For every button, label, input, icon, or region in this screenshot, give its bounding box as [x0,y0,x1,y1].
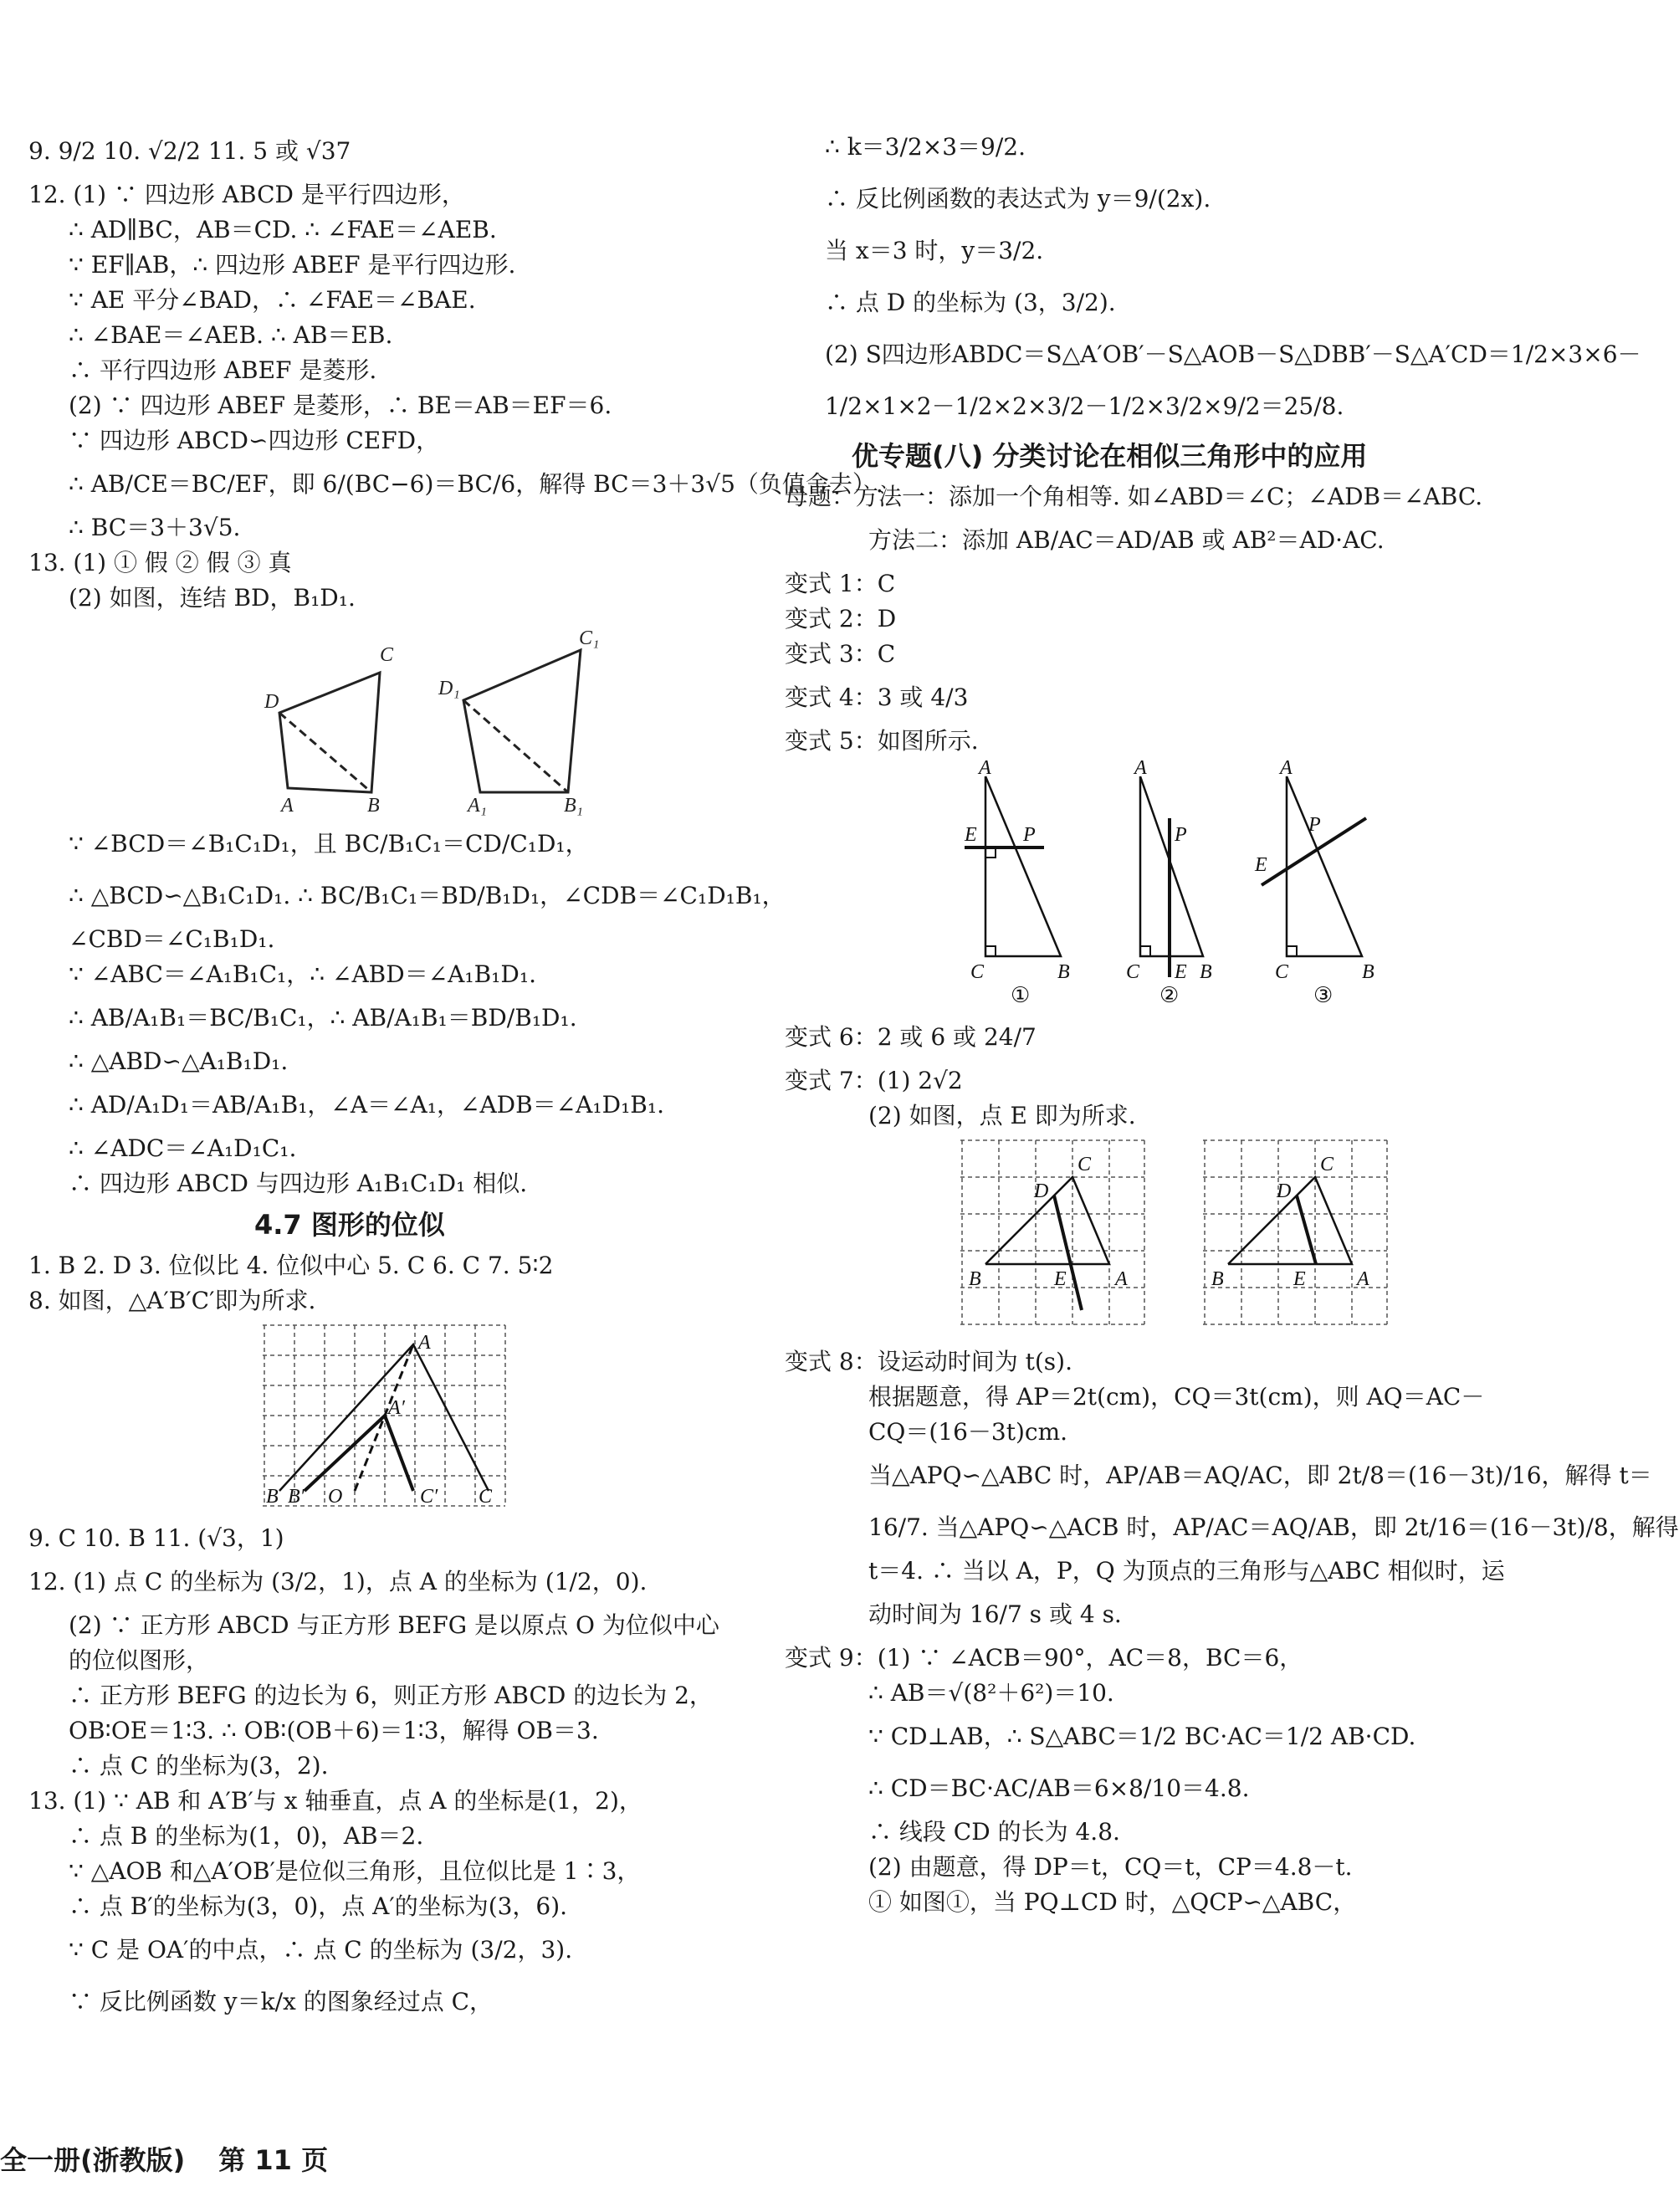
text-line: ∴ 点 B′的坐标为(3，0)，点 A′的坐标为(3，6). [69,1892,568,1920]
tri1-label-a: A [979,757,991,779]
text-line: 变式 7：(1) 2√2 [785,1067,963,1094]
quad-label-a: A [281,795,294,817]
tri3-label-p: P [1308,814,1321,836]
quadrilateral-figure [229,621,698,817]
tri2-label-p: P [1175,824,1187,846]
text-line: 12. (1) 点 C 的坐标为 (3/2，1)，点 A 的坐标为 (1/2，0). [28,1568,648,1595]
text-line: 根据题意，得 AP＝2t(cm)，CQ＝3t(cm)，则 AQ＝AC－ [868,1383,1485,1411]
text-line: ∴ BC＝3＋3√5. [69,514,241,541]
text-line: 13. (1) ① 假 ② 假 ③ 真 [28,549,292,576]
text-line: (2) 由题意，得 DP＝t，CQ＝t，CP＝4.8－t. [868,1853,1353,1881]
quad-label-d: D [264,691,279,713]
g2a-label-e: E [1054,1268,1067,1290]
grid-label-o: O [328,1486,343,1508]
grid-label-b: B [266,1486,279,1508]
text-line: 16/7. 当△APQ∽△ACB 时，AP/AC＝AQ/AB，即 2t/16＝(16－3t)/8，解得 [868,1513,1679,1541]
text-line: ∵ △AOB 和△A′OB′是位似三角形，且位似比是 1∶3， [69,1857,641,1885]
text-line: ∠CBD＝∠C₁B₁D₁. [69,925,275,953]
text-line: 变式 9：(1) ∵ ∠ACB＝90°，AC＝8，BC＝6， [785,1644,1303,1672]
text-line: 方法二：添加 AB/AC＝AD/AB 或 AB²＝AD·AC. [868,526,1385,554]
text-line: ∵ AE 平分∠BAD，∴ ∠FAE＝∠BAE. [69,286,476,314]
text-line: 变式 6：2 或 6 或 24/7 [785,1023,1037,1051]
text-line: ∴ 四边形 ABCD 与四边形 A₁B₁C₁D₁ 相似. [69,1170,528,1197]
book-edition: 全一册(浙教版) [0,2144,186,2176]
g2a-label-b: B [969,1268,981,1290]
page-number: 第 11 页 [218,2144,329,2176]
text-line: 当 x＝3 时，y＝3/2. [825,237,1044,264]
text-line: 变式 2：D [785,605,897,632]
g2a-label-d: D [1034,1180,1049,1202]
text-line: ∴ 点 D 的坐标为 (3，3/2). [825,289,1116,316]
text-line: ∵ 反比例函数 y＝k/x 的图象经过点 C， [69,1988,494,2015]
text-line: (2) 如图，点 E 即为所求. [868,1102,1136,1129]
similar-triangles-grid [263,1324,781,1516]
g2b-label-c: C [1320,1154,1334,1175]
text-line: 13. (1) ∵ AB 和 A′B′与 x 轴垂直，点 A 的坐标是(1，2)， [28,1787,642,1815]
text-line: ∴ △ABD∽△A₁B₁D₁. [69,1047,289,1075]
tri2-label-e: E [1175,961,1187,983]
text-line: 变式 1：C [785,570,896,597]
text-line: 的位似图形， [69,1646,210,1674]
text-line: ∴ CD＝BC·AC/AB＝6×8/10＝4.8. [868,1774,1250,1802]
tri1-label-p: P [1023,824,1036,846]
text-line: ∵ CD⊥AB，∴ S△ABC＝1/2 BC·AC＝1/2 AB·CD. [868,1723,1416,1750]
text-line: (2) 如图，连结 BD，B₁D₁. [69,584,356,612]
text-line: 12. (1) ∵ 四边形 ABCD 是平行四边形， [28,181,465,208]
g2b-label-e: E [1293,1268,1306,1290]
g2b-label-a: A [1357,1268,1369,1290]
fig-caption-3: ③ [1313,983,1333,1008]
text-line: 变式 4：3 或 4/3 [785,684,969,711]
quad-label-d1: D₁ [438,678,460,699]
text-line: ∴ 点 C 的坐标为(3，2). [69,1752,329,1779]
text-line: ∴ AD∥BC，AB＝CD. ∴ ∠FAE＝∠AEB. [69,216,497,243]
text-line: ∵ EF∥AB，∴ 四边形 ABEF 是平行四边形. [69,251,516,279]
text-line: OB∶OE＝1∶3. ∴ OB∶(OB＋6)＝1∶3，解得 OB＝3. [69,1717,599,1744]
text-line: ∴ ∠BAE＝∠AEB. ∴ AB＝EB. [69,321,393,349]
g2a-label-a: A [1115,1268,1128,1290]
grid-point-e-figures [960,1139,1546,1339]
tri1-label-b: B [1057,961,1070,983]
g2b-label-d: D [1277,1180,1292,1202]
text-line: ∵ ∠ABC＝∠A₁B₁C₁，∴ ∠ABD＝∠A₁B₁D₁. [69,960,536,988]
tri3-label-a: A [1280,757,1293,779]
text-line: t＝4. ∴ 当以 A，P，Q 为顶点的三角形与△ABC 相似时，运 [868,1557,1505,1585]
text-line: 1. B 2. D 3. 位似比 4. 位似中心 5. C 6. C 7. 5∶2 [28,1252,554,1279]
text-line: 8. 如图，△A′B′C′即为所求. [28,1287,316,1314]
text-line: (2) ∵ 正方形 ABCD 与正方形 BEFG 是以原点 O 为位似中心 [69,1611,719,1639]
text-line: ∴ AB/CE＝BC/EF，即 6/(BC−6)＝BC/6，解得 BC＝3＋3√5（负值舍去）. [69,470,883,498]
section-title: 4.7 图形的位似 [254,1209,445,1241]
text-line: 1/2×1×2－1/2×2×3/2－1/2×3/2×9/2＝25/8. [825,392,1344,420]
text-line: ∵ 四边形 ABCD∽四边形 CEFD， [69,427,440,454]
right-column [785,121,1679,1920]
text-line: (2) S四边形ABDC＝S△A′OB′－S△AOB－S△DBB′－S△A′CD＝1/2×3×6－ [825,341,1641,368]
text-line: 母题：方法一：添加一个角相等. 如∠ABD＝∠C；∠ADB＝∠ABC. [785,483,1483,510]
quad-label-b: B [367,795,380,817]
tri2-label-a: A [1134,757,1147,779]
page-footer [0,2142,361,2179]
grid-label-a: A [418,1332,431,1354]
tri3-label-e: E [1255,854,1267,876]
text-line: ∴ 反比例函数的表达式为 y＝9/(2x). [825,185,1211,212]
text-line: ∴ AB/A₁B₁＝BC/B₁C₁，∴ AB/A₁B₁＝BD/B₁D₁. [69,1004,577,1032]
text-line: 9. C 10. B 11. (√3，1) [28,1524,284,1552]
text-line: ∵ C 是 OA′的中点，∴ 点 C 的坐标为 (3/2，3). [69,1936,573,1964]
text-line: ∴ ∠ADC＝∠A₁D₁C₁. [69,1134,297,1162]
text-line: (2) ∵ 四边形 ABEF 是菱形，∴ BE＝AB＝EF＝6. [69,392,612,419]
grid-label-c-prime: C′ [420,1486,438,1508]
g2a-label-c: C [1078,1154,1092,1175]
text-line: ∴ k＝3/2×3＝9/2. [825,133,1026,161]
text-line: CQ＝(16－3t)cm. [868,1418,1068,1446]
text-line: ∴ AB＝√(8²＋6²)＝10. [868,1679,1114,1707]
quad-label-a1: A₁ [468,795,488,817]
right-triangle-figures [927,757,1513,1008]
topic-title: 优专题(八) 分类讨论在相似三角形中的应用 [852,440,1368,472]
text-line: ① 如图①，当 PQ⊥CD 时，△QCP∽△ABC， [868,1888,1357,1916]
grid-label-b-prime: B′ [288,1486,305,1508]
text-line: ∴ AD/A₁D₁＝AB/A₁B₁，∠A＝∠A₁，∠ADB＝∠A₁D₁B₁. [69,1091,664,1119]
text-line: ∴ 点 B 的坐标为(1，0)，AB＝2. [69,1822,424,1850]
g2b-label-b: B [1211,1268,1224,1290]
text-line: 变式 8：设运动时间为 t(s). [785,1348,1072,1375]
quad-label-b1: B₁ [564,795,584,817]
tri1-label-c: C [970,961,985,983]
text-line: ∴ △BCD∽△B₁C₁D₁. ∴ BC/B₁C₁＝BD/B₁D₁，∠CDB＝∠C₁D₁B₁， [69,882,786,909]
grid-label-a-prime: A′ [388,1397,405,1419]
text-line: 变式 5：如图所示. [785,727,979,755]
fig-caption-2: ② [1159,983,1180,1008]
tri3-label-c: C [1275,961,1289,983]
quad-label-c1: C₁ [579,627,600,649]
text-line: 9. 9/2 10. √2/2 11. 5 或 √37 [28,137,351,165]
tri3-label-b: B [1362,961,1374,983]
text-line: 变式 3：C [785,640,896,668]
text-line: ∴ 平行四边形 ABEF 是菱形. [69,356,377,384]
text-line: 当△APQ∽△ABC 时，AP/AB＝AQ/AC，即 2t/8＝(16－3t)/16，解得 t＝ [868,1462,1652,1489]
fig-caption-1: ① [1011,983,1031,1008]
tri1-label-e: E [965,824,977,846]
text-line: ∴ 正方形 BEFG 的边长为 6，则正方形 ABCD 的边长为 2， [69,1682,713,1709]
quad-label-c: C [380,644,394,666]
text-line: ∴ 线段 CD 的长为 4.8. [868,1818,1120,1846]
tri2-label-b: B [1200,961,1212,983]
text-line: ∵ ∠BCD＝∠B₁C₁D₁，且 BC/B₁C₁＝CD/C₁D₁， [69,830,589,858]
tri2-label-c: C [1126,961,1140,983]
text-line: 动时间为 16/7 s 或 4 s. [868,1600,1122,1628]
grid-label-c: C [479,1486,493,1508]
